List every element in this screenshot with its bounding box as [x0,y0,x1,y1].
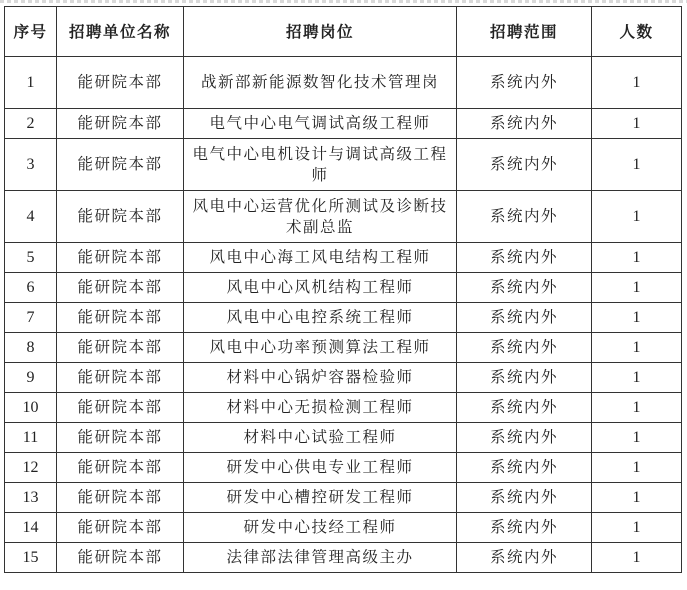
header-index: 序号 [5,7,57,57]
row-scope: 系统内外 [457,139,592,191]
row-scope: 系统内外 [457,273,592,303]
row-position: 法律部法律管理高级主办 [184,543,457,573]
row-index: 15 [5,543,57,573]
table-row [5,333,682,363]
top-divider [0,0,687,3]
row-index: 4 [5,191,57,243]
row-position: 战新部新能源数智化技术管理岗 [184,57,457,109]
row-unit: 能研院本部 [57,453,184,483]
row-unit: 能研院本部 [57,513,184,543]
row-index: 14 [5,513,57,543]
row-index: 9 [5,363,57,393]
row-index: 13 [5,483,57,513]
row-count: 1 [592,57,682,109]
table-row [5,483,682,513]
row-count: 1 [592,243,682,273]
table-row [5,303,682,333]
row-position: 材料中心锅炉容器检验师 [184,363,457,393]
row-position: 电气中心电机设计与调试高级工程师 [184,139,457,191]
table-row [5,243,682,273]
row-unit: 能研院本部 [57,57,184,109]
row-unit: 能研院本部 [57,393,184,423]
table-row [5,57,682,109]
row-unit: 能研院本部 [57,109,184,139]
row-unit: 能研院本部 [57,333,184,363]
table-row [5,273,682,303]
table-row [5,513,682,543]
row-count: 1 [592,109,682,139]
row-index: 5 [5,243,57,273]
row-count: 1 [592,191,682,243]
row-position: 风电中心海工风电结构工程师 [184,243,457,273]
table-row [5,139,682,191]
row-index: 11 [5,423,57,453]
row-unit: 能研院本部 [57,483,184,513]
row-scope: 系统内外 [457,513,592,543]
row-unit: 能研院本部 [57,423,184,453]
recruitment-table [4,6,682,573]
row-position: 风电中心运营优化所测试及诊断技术副总监 [184,191,457,243]
row-count: 1 [592,453,682,483]
row-scope: 系统内外 [457,303,592,333]
row-count: 1 [592,393,682,423]
row-position: 电气中心电气调试高级工程师 [184,109,457,139]
row-unit: 能研院本部 [57,191,184,243]
row-count: 1 [592,303,682,333]
header-scope: 招聘范围 [457,7,592,57]
row-count: 1 [592,423,682,453]
row-unit: 能研院本部 [57,273,184,303]
row-index: 1 [5,57,57,109]
row-position: 风电中心电控系统工程师 [184,303,457,333]
row-position: 风电中心功率预测算法工程师 [184,333,457,363]
row-unit: 能研院本部 [57,243,184,273]
row-scope: 系统内外 [457,109,592,139]
row-index: 10 [5,393,57,423]
table-header-row [5,7,682,57]
row-unit: 能研院本部 [57,543,184,573]
row-index: 12 [5,453,57,483]
row-count: 1 [592,333,682,363]
row-count: 1 [592,273,682,303]
row-scope: 系统内外 [457,363,592,393]
header-position: 招聘岗位 [184,7,457,57]
table-row [5,191,682,243]
header-count: 人数 [592,7,682,57]
row-unit: 能研院本部 [57,139,184,191]
table-row [5,423,682,453]
table-row [5,393,682,423]
table-row [5,109,682,139]
row-count: 1 [592,543,682,573]
row-scope: 系统内外 [457,543,592,573]
row-position: 研发中心供电专业工程师 [184,453,457,483]
row-index: 6 [5,273,57,303]
row-count: 1 [592,363,682,393]
row-scope: 系统内外 [457,453,592,483]
row-scope: 系统内外 [457,423,592,453]
row-unit: 能研院本部 [57,363,184,393]
row-count: 1 [592,513,682,543]
row-unit: 能研院本部 [57,303,184,333]
row-position: 风电中心风机结构工程师 [184,273,457,303]
row-index: 3 [5,139,57,191]
row-scope: 系统内外 [457,483,592,513]
row-count: 1 [592,483,682,513]
row-scope: 系统内外 [457,57,592,109]
table-row [5,363,682,393]
table-row [5,543,682,573]
row-position: 研发中心槽控研发工程师 [184,483,457,513]
row-index: 8 [5,333,57,363]
row-count: 1 [592,139,682,191]
row-index: 2 [5,109,57,139]
row-scope: 系统内外 [457,191,592,243]
row-scope: 系统内外 [457,243,592,273]
row-position: 研发中心技经工程师 [184,513,457,543]
row-scope: 系统内外 [457,333,592,363]
row-scope: 系统内外 [457,393,592,423]
table-row [5,453,682,483]
header-unit: 招聘单位名称 [57,7,184,57]
row-position: 材料中心无损检测工程师 [184,393,457,423]
row-index: 7 [5,303,57,333]
row-position: 材料中心试验工程师 [184,423,457,453]
